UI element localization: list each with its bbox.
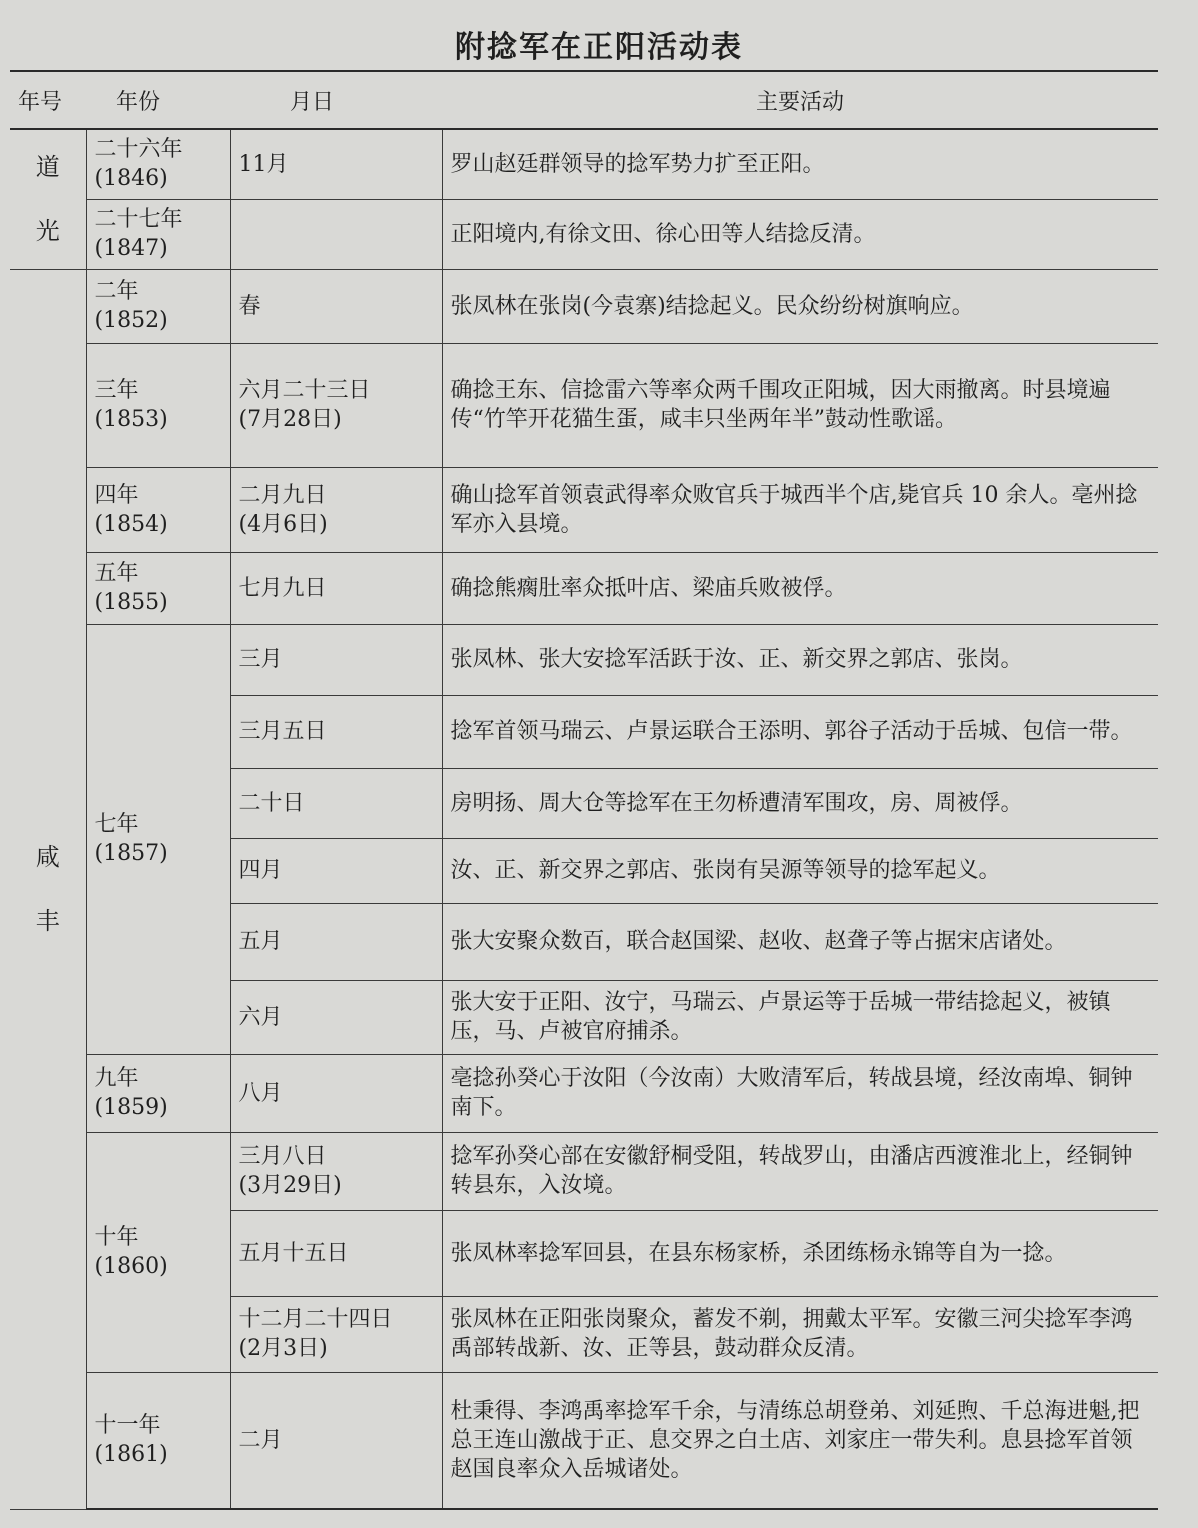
- date-cell: [230, 980, 442, 1054]
- activity-cell: 确山捻军首领袁武得率众败官兵于城西半个店,毙官兵 10 余人。亳州捻军亦入县境。: [442, 467, 1158, 552]
- table-row: [10, 343, 1158, 467]
- year-ce: (1859): [94, 1095, 168, 1120]
- year-name: 十一年: [94, 1413, 161, 1439]
- year-name: 四年: [94, 482, 139, 508]
- year-ce: (1855): [94, 590, 168, 615]
- date-cell: [230, 768, 442, 838]
- activity-cell: 罗山赵廷群领导的捻军势力扩至正阳。: [442, 129, 1158, 199]
- date: 七月九日: [238, 575, 327, 601]
- date: 十二月二十四日: [238, 1307, 393, 1332]
- date-cell: [230, 467, 442, 552]
- date: 六月二十三日: [238, 378, 371, 403]
- activity-cell: 捻军孙癸心部在安徽舒桐受阻，转战罗山，由潘店西渡淮北上，经铜钟转县东，入汝境。: [442, 1132, 1158, 1210]
- year-cell: [86, 467, 230, 552]
- date-cell: [230, 552, 442, 624]
- header-era: 年号: [10, 71, 86, 129]
- table-row: [10, 1132, 1158, 1210]
- activity-cell: 张大安于正阳、汝宁，马瑞云、卢景运等于岳城一带结捻起义，被镇压，马、卢被官府捕杀。: [442, 980, 1158, 1054]
- activity-cell: 张凤林率捻军回县，在县东杨家桥，杀团练杨永锦等自为一捻。: [442, 1210, 1158, 1296]
- year-ce: (1846): [94, 166, 168, 192]
- header-activity: 主要活动: [442, 71, 1158, 129]
- table-row: [10, 1372, 1158, 1509]
- year-name: 九年: [94, 1066, 139, 1091]
- year-ce: (1857): [94, 841, 168, 866]
- table-row: [10, 1054, 1158, 1132]
- date: 三月八日: [238, 1144, 327, 1169]
- year-name: 三年: [94, 378, 139, 403]
- date-cell: [230, 695, 442, 768]
- date-cell: [230, 838, 442, 903]
- year-name: 五年: [94, 561, 139, 586]
- activity-cell: 汝、正、新交界之郭店、张岗有吴源等领导的捻军起义。: [442, 838, 1158, 903]
- date: 二十日: [238, 790, 305, 816]
- date-cell: [230, 903, 442, 980]
- year-ce: (1853): [94, 407, 168, 432]
- date-gregorian: (7月28日): [238, 407, 342, 432]
- era-char: 咸: [35, 843, 60, 871]
- era-cell-xianfeng: [10, 269, 86, 1509]
- activity-cell: 张大安聚众数百，联合赵国梁、赵收、赵聋子等占据宋店诸处。: [442, 903, 1158, 980]
- year-cell: [86, 552, 230, 624]
- activity-cell: 确捻王东、信捻雷六等率众两千围攻正阳城，因大雨撤离。时县境遍传“竹竿开花猫生蛋，咸丰只坐两年半”鼓动性歌谣。: [442, 343, 1158, 467]
- date-cell: [230, 1372, 442, 1509]
- year-name: 七年: [94, 812, 139, 837]
- header-year: 年份: [86, 71, 230, 129]
- era-cell-daoguang: [10, 129, 86, 269]
- date: 五月: [238, 929, 283, 954]
- date-cell: [230, 1210, 442, 1296]
- era-char: 丰: [35, 907, 60, 935]
- year-ce: (1860): [94, 1254, 168, 1279]
- table-row: [10, 269, 1158, 343]
- date: 春: [238, 293, 261, 319]
- year-ce: (1852): [94, 308, 168, 333]
- year-cell: [86, 269, 230, 343]
- date: 八月: [238, 1080, 283, 1106]
- date: 五月十五日: [238, 1240, 349, 1266]
- date-cell: [230, 269, 442, 343]
- date-gregorian: (2月3日): [238, 1336, 328, 1361]
- date-cell: [230, 1296, 442, 1372]
- era-char: 光: [35, 217, 60, 246]
- activity-cell: 正阳境内,有徐文田、徐心田等人结捻反清。: [442, 199, 1158, 269]
- activity-cell: 亳捻孙癸心于汝阳（今汝南）大败清军后，转战县境，经汝南埠、铜钟南下。: [442, 1054, 1158, 1132]
- date: 二月九日: [238, 482, 327, 508]
- year-cell: [86, 343, 230, 467]
- header-date: 月日: [230, 71, 442, 129]
- table-title: 附捻军在正阳活动表: [455, 30, 743, 65]
- activity-cell: 张凤林在正阳张岗聚众，蓄发不剃，拥戴太平军。安徽三河尖捻军李鸿禹部转战新、汝、正等县，鼓动群众反清。: [442, 1296, 1158, 1372]
- date-cell: [230, 1054, 442, 1132]
- date: 三月五日: [238, 719, 327, 744]
- year-ce: (1854): [94, 511, 168, 537]
- date: 四月: [238, 858, 283, 883]
- year-name: 二年: [94, 279, 139, 304]
- table-row: [10, 199, 1158, 269]
- header-row: [10, 71, 1158, 129]
- date-cell: [230, 129, 442, 199]
- date-cell: [230, 1132, 442, 1210]
- year-cell: [86, 199, 230, 269]
- year-cell: [86, 624, 230, 1054]
- table-row: [10, 467, 1158, 552]
- table-row: [10, 624, 1158, 695]
- year-ce: (1847): [94, 236, 168, 261]
- year-name: 十年: [94, 1225, 139, 1250]
- table-row: [10, 552, 1158, 624]
- year-cell: [86, 1054, 230, 1132]
- date-gregorian: (3月29日): [238, 1173, 342, 1198]
- activity-cell: 房明扬、周大仓等捻军在王勿桥遭清军围攻，房、周被俘。: [442, 768, 1158, 838]
- date-gregorian: (4月6日): [238, 511, 328, 537]
- activity-cell: 张凤林、张大安捻军活跃于汝、正、新交界之郭店、张岗。: [442, 624, 1158, 695]
- year-cell: [86, 1132, 230, 1372]
- year-name: 二十六年: [94, 137, 183, 163]
- date-cell: [230, 343, 442, 467]
- date: 三月: [238, 647, 283, 672]
- activity-cell: 确捻熊瘸肚率众抵叶店、梁庙兵败被俘。: [442, 552, 1158, 624]
- activity-table: [10, 70, 1158, 1510]
- activity-cell: 捻军首领马瑞云、卢景运联合王添明、郭谷子活动于岳城、包信一带。: [442, 695, 1158, 768]
- date-cell: [230, 199, 442, 269]
- date-cell: [230, 624, 442, 695]
- year-ce: (1861): [94, 1442, 168, 1468]
- year-cell: [86, 1372, 230, 1509]
- year-name: 二十七年: [94, 207, 183, 232]
- date: 11月: [238, 151, 289, 177]
- date: 六月: [238, 1004, 283, 1030]
- date: 二月: [238, 1427, 283, 1453]
- activity-cell: 杜秉得、李鸿禹率捻军千余，与清练总胡登弟、刘延煦、千总海进魁,把总王连山激战于正、息交界之白土店、刘家庄一带失利。息县捻军首领赵国良率众入岳城诸处。: [442, 1372, 1158, 1509]
- table-row: [10, 129, 1158, 199]
- era-char: 道: [35, 153, 60, 182]
- activity-cell: 张凤林在张岗(今袁寨)结捻起义。民众纷纷树旗响应。: [442, 269, 1158, 343]
- year-cell: [86, 129, 230, 199]
